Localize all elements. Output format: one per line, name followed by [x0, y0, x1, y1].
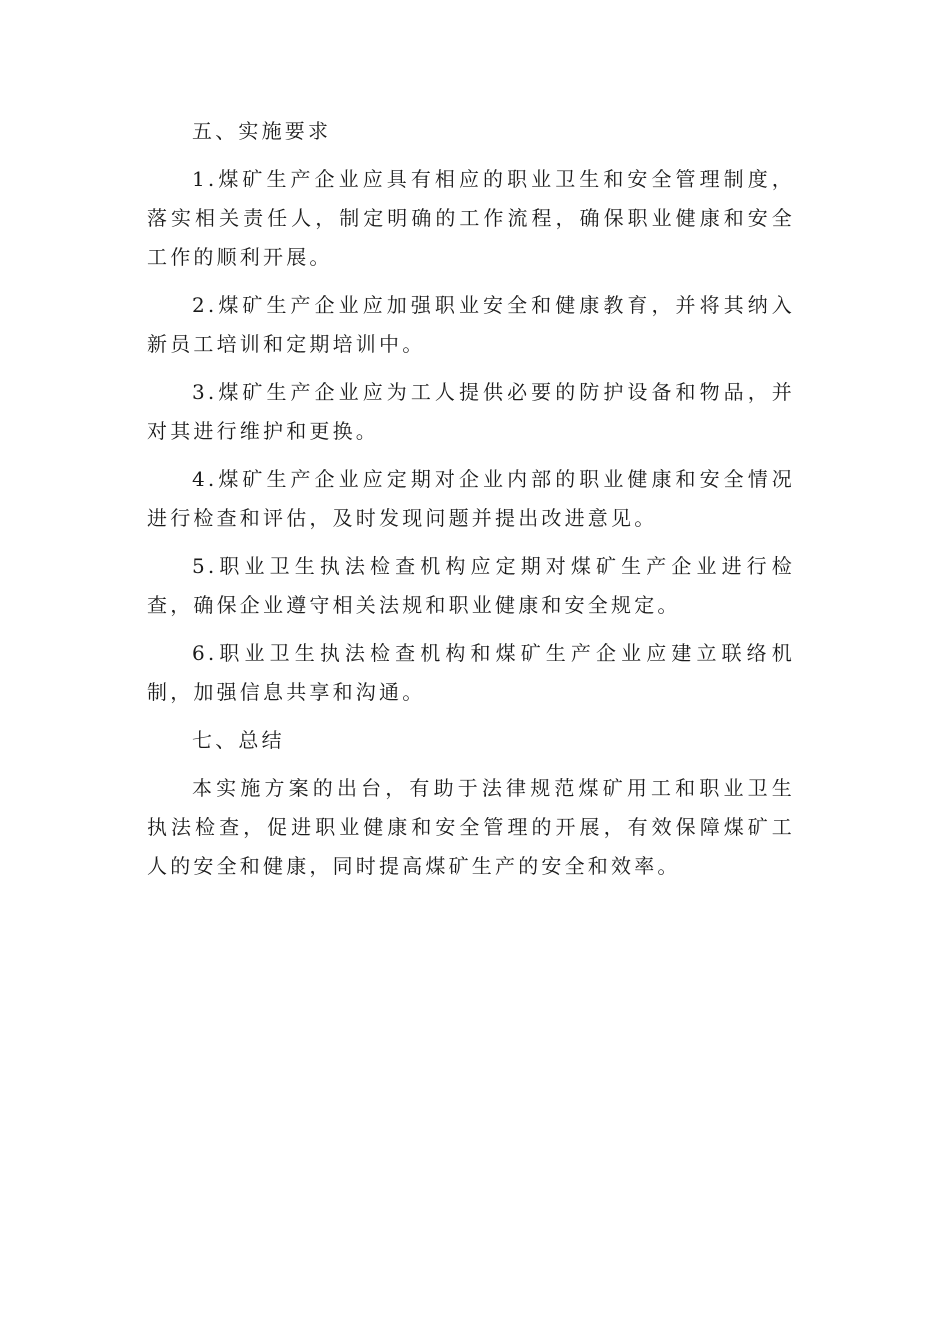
- section-heading-summary: 七、总结: [192, 728, 285, 752]
- requirement-item-3: 3.煤矿生产企业应为工人提供必要的防护设备和物品，并对其进行维护和更换。: [147, 380, 795, 443]
- requirement-item-5: 5.职业卫生执法检查机构应定期对煤矿生产企业进行检查，确保企业遵守相关法规和职业健康和安全规定。: [147, 554, 795, 617]
- requirement-item-1: 1.煤矿生产企业应具有相应的职业卫生和安全管理制度，落实相关责任人，制定明确的工作流程，确保职业健康和安全工作的顺利开展。: [147, 167, 795, 269]
- requirement-item-6: 6.职业卫生执法检查机构和煤矿生产企业应建立联络机制，加强信息共享和沟通。: [147, 641, 795, 704]
- summary-paragraph: 本实施方案的出台，有助于法律规范煤矿用工和职业卫生执法检查，促进职业健康和安全管理的开展，有效保障煤矿工人的安全和健康，同时提高煤矿生产的安全和效率。: [147, 776, 795, 878]
- document-body: [147, 112, 795, 895]
- requirement-item-2: 2.煤矿生产企业应加强职业安全和健康教育，并将其纳入新员工培训和定期培训中。: [147, 293, 795, 356]
- requirement-item-4: 4.煤矿生产企业应定期对企业内部的职业健康和安全情况进行检查和评估，及时发现问题并提出改进意见。: [147, 467, 795, 530]
- section-heading-requirements: 五、实施要求: [192, 119, 332, 143]
